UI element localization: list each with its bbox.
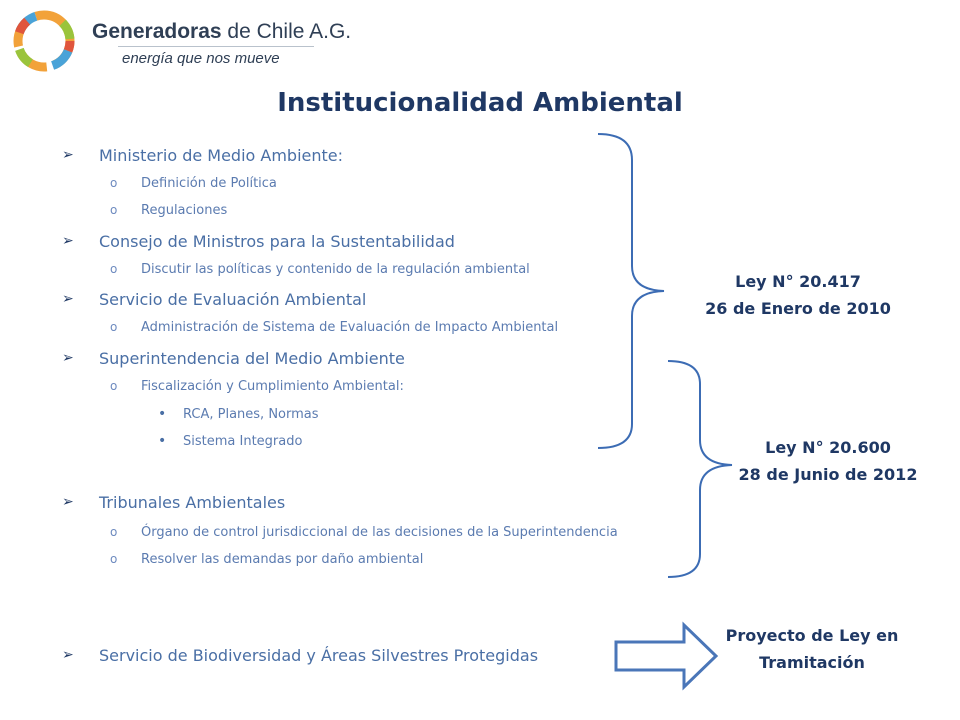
logo-tagline: energía que nos mueve <box>122 50 280 67</box>
arrow-bullet-icon: ➢ <box>62 233 74 249</box>
list-item-label: Ministerio de Medio Ambiente: <box>99 146 344 165</box>
list-subitem-label: Administración de Sistema de Evaluación de Impacto Ambiental <box>141 320 559 335</box>
circle-bullet-icon: o <box>110 203 118 217</box>
logo-name-rest: de Chile A.G. <box>221 20 352 43</box>
law-date: 26 de Enero de 2010 <box>705 299 891 318</box>
list-subitem-label: Definición de Política <box>141 176 277 191</box>
list-subitem-label: Discutir las políticas y contenido de la regulación ambiental <box>141 262 530 277</box>
logo-name-bold: Generadoras <box>92 20 222 43</box>
arrow-bullet-icon: ➢ <box>62 291 74 307</box>
arrow-bullet-icon: ➢ <box>62 350 74 366</box>
list-subitem-label: Resolver las demandas por daño ambiental <box>141 552 424 567</box>
law-number: Ley N° 20.600 <box>765 438 891 457</box>
list-item-label: Servicio de Biodiversidad y Áreas Silvestres Protegidas <box>99 646 539 665</box>
circle-bullet-icon: o <box>110 320 118 334</box>
page-title: Institucionalidad Ambiental <box>277 88 683 118</box>
list-item-label: Superintendencia del Medio Ambiente <box>99 349 405 368</box>
list-subsubitem-label: RCA, Planes, Normas <box>183 407 319 422</box>
list-subsubitem-label: Sistema Integrado <box>183 434 303 449</box>
circle-bullet-icon: o <box>110 176 118 190</box>
circle-bullet-icon: o <box>110 262 118 276</box>
circle-bullet-icon: o <box>110 552 118 566</box>
list-subitem-label: Regulaciones <box>141 203 228 218</box>
law-label <box>688 268 908 322</box>
list-subitem-label: Fiscalización y Cumplimiento Ambiental: <box>141 379 404 394</box>
circle-bullet-icon: o <box>110 379 118 393</box>
project-line2: Tramitación <box>759 653 865 672</box>
arrow-bullet-icon: ➢ <box>62 647 74 663</box>
dot-bullet-icon: • <box>158 433 167 449</box>
circle-bullet-icon: o <box>110 525 118 539</box>
dot-bullet-icon: • <box>158 406 167 422</box>
list-item-label: Tribunales Ambientales <box>99 493 286 512</box>
project-label <box>702 622 922 676</box>
brace-icon <box>598 134 664 448</box>
arrow-bullet-icon: ➢ <box>62 147 74 163</box>
project-line1: Proyecto de Ley en <box>725 626 899 645</box>
list-item-label: Consejo de Ministros para la Sustentabilidad <box>99 232 455 251</box>
arrow-bullet-icon: ➢ <box>62 494 74 510</box>
right-arrow-icon <box>616 625 716 687</box>
law-label <box>718 434 938 488</box>
list-item-label: Servicio de Evaluación Ambiental <box>99 290 367 309</box>
law-number: Ley N° 20.417 <box>735 272 861 291</box>
law-date: 28 de Junio de 2012 <box>738 465 918 484</box>
list-subitem-label: Órgano de control jurisdiccional de las decisiones de la Superintendencia <box>141 525 618 540</box>
